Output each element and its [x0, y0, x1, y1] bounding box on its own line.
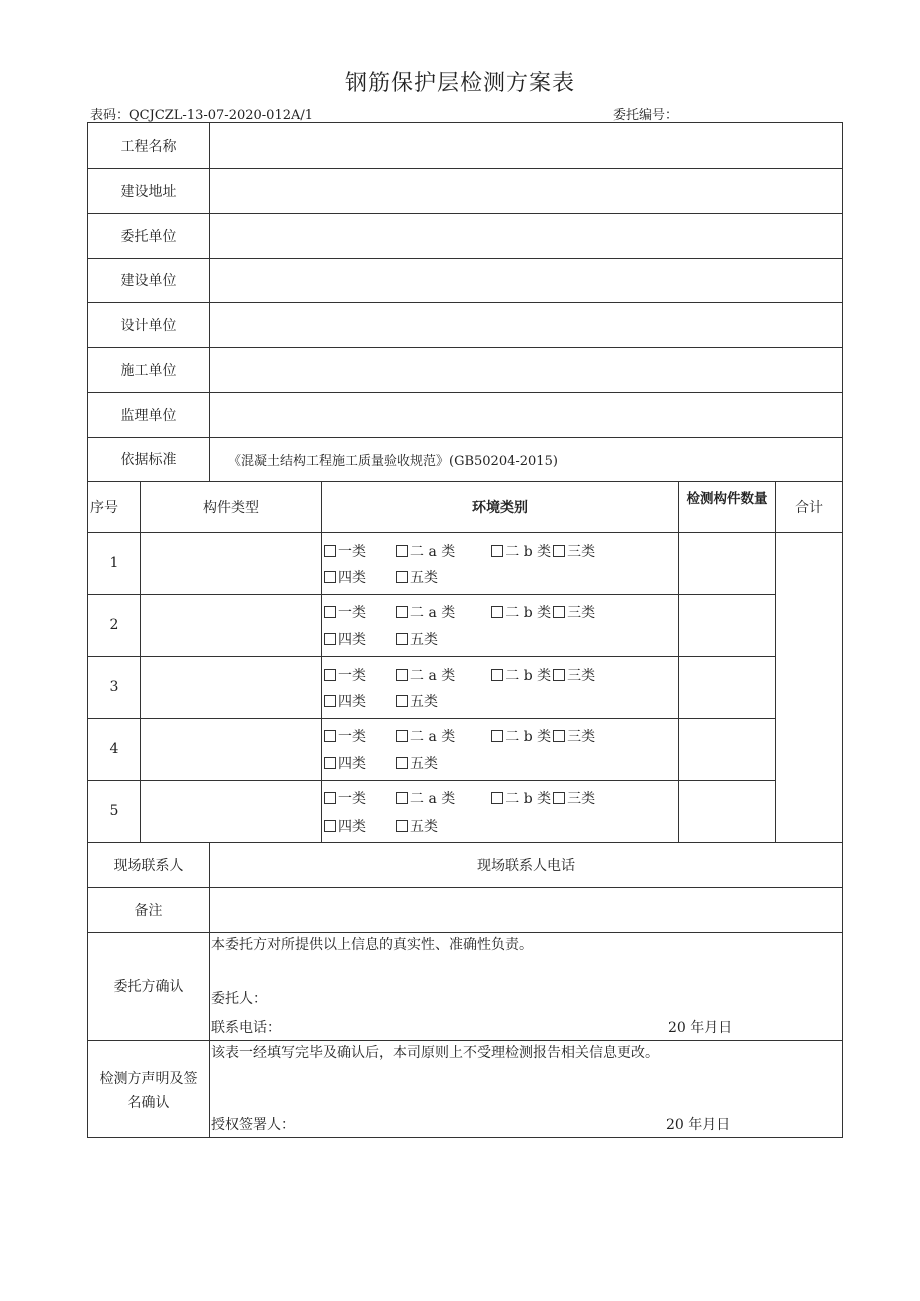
info-label-address: 建设地址	[120, 183, 177, 200]
header-total: 合计	[795, 499, 823, 516]
tester-confirm-label-line2: 名确认	[127, 1095, 170, 1111]
client-phone: 联系电话：	[211, 1020, 281, 1036]
info-value-client[interactable]	[210, 213, 842, 258]
form-code: 表码：QCJCZL-13-07-2020-012A/1	[90, 108, 314, 123]
tester-statement: 该表一经填写完毕及确认后，本司原则上不受理检测报告相关信息更改。	[211, 1045, 659, 1061]
row-seq-5: 5	[109, 803, 119, 819]
info-value-constructor[interactable]	[210, 347, 842, 392]
env-options-row-4[interactable]: 一类 二 a 类 二 b 类 三类	[324, 726, 595, 746]
env-options-row-3b[interactable]: 四类 五类	[324, 691, 438, 711]
info-value-designer[interactable]	[210, 302, 842, 347]
header-seq: 序号	[90, 499, 118, 516]
contact-phone-label: 现场联系人电话	[477, 857, 575, 874]
header-env-category: 环境类别	[472, 499, 528, 516]
info-label-standard: 依据标准	[120, 452, 177, 468]
info-label-constructor: 施工单位	[120, 362, 177, 379]
header-test-count: 检测构件数量	[686, 491, 768, 507]
info-value-standard: 《混凝土结构工程施工质量验收规范》(GB50204-2015)	[228, 453, 558, 469]
info-value-builder[interactable]	[210, 258, 842, 302]
client-date: 20 年月日	[668, 1020, 733, 1036]
row-seq-4: 4	[109, 741, 119, 757]
env-options-row-1[interactable]: 一类 二 a 类 二 b 类 三类	[324, 541, 595, 561]
remarks-value[interactable]	[210, 887, 842, 932]
row-seq-2: 2	[109, 617, 119, 633]
env-options-row-5[interactable]: 一类 二 a 类 二 b 类 三类	[324, 788, 595, 808]
header-component-type: 构件类型	[203, 499, 259, 516]
client-statement: 本委托方对所提供以上信息的真实性、准确性负责。	[211, 937, 533, 953]
info-value-supervisor[interactable]	[210, 392, 842, 437]
form-table	[87, 122, 843, 1138]
client-confirm-label: 委托方确认	[113, 979, 184, 995]
env-options-row-5b[interactable]: 四类 五类	[324, 816, 438, 836]
info-label-builder: 建设单位	[120, 273, 177, 289]
page-title: 钢筋保护层检测方案表	[344, 71, 575, 96]
row-seq-3: 3	[109, 679, 119, 695]
env-options-row-2[interactable]: 一类 二 a 类 二 b 类 三类	[324, 602, 595, 622]
env-options-row-1b[interactable]: 四类 五类	[324, 567, 438, 587]
tester-date: 20 年月日	[666, 1117, 731, 1133]
env-options-row-4b[interactable]: 四类 五类	[324, 753, 438, 773]
info-label-supervisor: 监理单位	[120, 407, 177, 424]
client-entrustor: 委托人：	[211, 991, 267, 1007]
tester-signer: 授权签署人：	[211, 1117, 295, 1133]
tester-confirm-label	[88, 1067, 209, 1115]
info-label-designer: 设计单位	[120, 317, 177, 334]
row-seq-1: 1	[109, 555, 119, 571]
contact-label: 现场联系人	[113, 857, 184, 874]
env-options-row-3[interactable]: 一类 二 a 类 二 b 类 三类	[324, 665, 595, 685]
info-label-project-name: 工程名称	[120, 138, 177, 155]
tester-confirm-label-line1: 检测方声明及签	[99, 1071, 198, 1087]
env-options-row-2b[interactable]: 四类 五类	[324, 629, 438, 649]
info-value-address[interactable]	[210, 168, 842, 213]
info-label-client: 委托单位	[120, 228, 177, 245]
info-value-project-name[interactable]	[210, 123, 842, 168]
entrust-no-label: 委托编号：	[613, 108, 679, 123]
remarks-label: 备注	[134, 902, 163, 919]
